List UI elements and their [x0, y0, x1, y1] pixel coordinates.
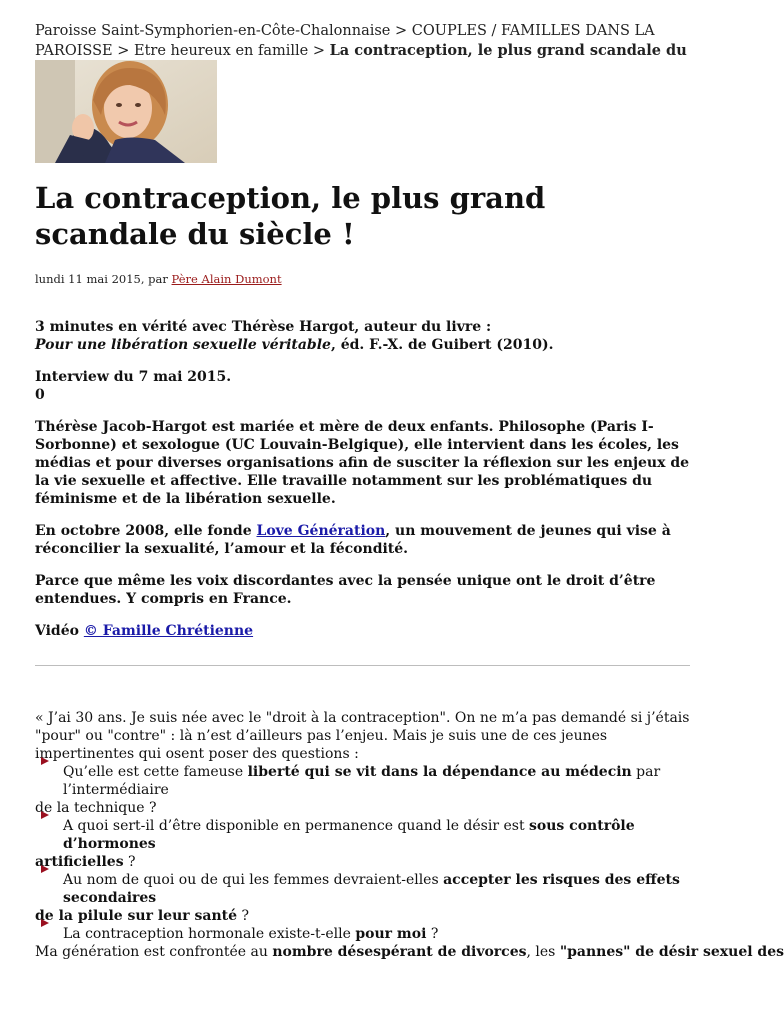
article-title: La contraception, le plus grand scandale du siècle ! — [35, 181, 546, 251]
article-meta — [35, 272, 282, 286]
q4-after: ? — [426, 926, 439, 942]
portrait-illustration — [35, 60, 217, 163]
last-before: Ma génération est confrontée au — [35, 944, 273, 960]
publish-date: lundi 11 mai 2015, par — [35, 272, 172, 286]
q3-bold: accepter les risques des effets secondaires — [63, 872, 680, 906]
section-divider — [35, 665, 690, 666]
breadcrumb-separator: > — [112, 43, 135, 59]
article-lead — [35, 318, 690, 654]
q2-bold: sous contrôle d’hormones — [63, 818, 635, 852]
q3-before: Au nom de quoi ou de qui les femmes devraient-elles — [63, 872, 444, 888]
q1-before: Qu’elle est cette fameuse — [63, 764, 248, 780]
founded-after: , un mouvement de jeunes qui vise à réconcilier la sexualité, l’amour et la fécondité. — [35, 523, 671, 557]
q2-line2 — [35, 854, 136, 870]
question-item — [35, 763, 690, 817]
founded-before: En octobre 2008, elle fonde — [35, 523, 257, 539]
love-generation-link[interactable]: Love Génération — [256, 523, 386, 539]
interview-date — [35, 368, 690, 404]
author-link[interactable]: Père Alain Dumont — [171, 272, 282, 286]
dissent-paragraph: Parce que même les voix discordantes avec la pensée unique ont le droit d’être entendues. Y compris en France. — [35, 573, 656, 607]
last-mid: , les — [526, 944, 560, 960]
q3-line2 — [35, 908, 249, 924]
q1-after: par l’intermédiaire — [63, 764, 661, 798]
q2-before: A quoi sert-il d’être disponible en permanence quand le désir est — [63, 818, 530, 834]
question-item — [35, 817, 690, 871]
q3-line2-bold: de la pilule sur leur santé — [35, 908, 238, 924]
breadcrumb-current: La contraception, le plus grand scandale du — [329, 42, 687, 59]
famille-chretienne-link[interactable]: © Famille Chrétienne — [83, 623, 254, 639]
book-intro-text: 3 minutes en vérité avec Thérèse Hargot, auteur du livre : — [35, 319, 492, 335]
book-title: Pour une libération sexuelle véritable — [35, 337, 331, 353]
question-item — [35, 871, 690, 925]
author-portrait-image — [35, 60, 217, 163]
interview-zero: 0 — [35, 387, 45, 403]
last-bold1: nombre désespérant de divorces — [272, 944, 527, 960]
breadcrumb-section-link[interactable]: COUPLES / FAMILLES DANS LA PAROISSE — [35, 23, 655, 59]
book-intro — [35, 318, 690, 354]
quote-body — [35, 709, 784, 961]
breadcrumb-separator: > — [390, 23, 412, 39]
generation-paragraph — [35, 943, 784, 961]
author-bio: Thérèse Jacob-Hargot est mariée et mère de deux enfants. Philosophe (Paris I-Sorbonne) et sexologue (UC Louvain-Belgique), elle intervient dans les écoles, les médias et pour diverses organisations afin de susciter la réflexion sur les enjeux de la vie sexuelle et affective. Elle travaille notamment sur les problématiques du féminisme et de la libération sexuelle. — [35, 419, 690, 507]
triangle-bullet-icon — [41, 757, 49, 765]
founded-paragraph — [35, 522, 690, 558]
interview-date-text: Interview du 7 mai 2015. — [35, 369, 232, 385]
quote-intro: « J’ai 30 ans. Je suis née avec le "droit à la contraception". On ne m’a pas demandé si j’étais "pour" ou "contre" : là n’est d’ailleurs pas l’enjeu. Mais je suis une de ces jeunes impertinentes qui osent poser des questions : — [35, 710, 690, 762]
q2-line2-bold: artificielles — [35, 854, 124, 870]
q1-line2: de la technique ? — [35, 800, 157, 816]
q1-bold: liberté qui se vit dans la dépendance au médecin — [247, 764, 632, 780]
book-publisher: , éd. F.-X. de Guibert (2010). — [330, 337, 554, 353]
breadcrumb-subsection-link[interactable]: Etre heureux en famille — [134, 43, 309, 59]
triangle-bullet-icon — [41, 865, 49, 873]
q2-line2-after: ? — [123, 854, 136, 870]
question-item — [35, 925, 690, 943]
video-credit — [35, 622, 690, 640]
last-bold2: "pannes" de désir sexuel des — [559, 944, 784, 960]
breadcrumb-parish-link[interactable]: Paroisse Saint-Symphorien-en-Côte-Chalonnaise — [35, 23, 391, 39]
triangle-bullet-icon — [41, 919, 49, 927]
triangle-bullet-icon — [41, 811, 49, 819]
q3-line2-after: ? — [237, 908, 249, 924]
q4-bold: pour moi — [355, 926, 427, 942]
breadcrumb-separator: > — [308, 43, 330, 59]
video-label: Vidéo — [35, 623, 84, 639]
q4-before: La contraception hormonale existe-t-elle — [63, 926, 356, 942]
